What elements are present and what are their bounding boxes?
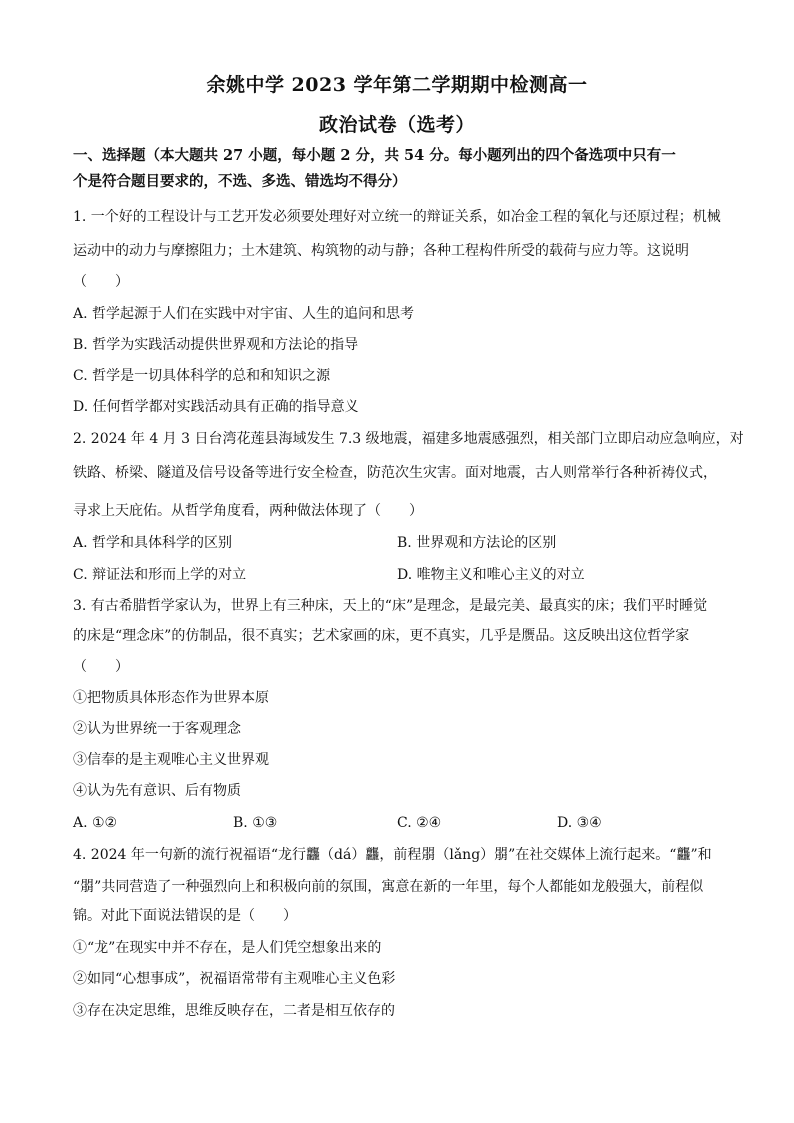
q1-option-a: A. 哲学起源于人们在实践中对宇宙、人生的追问和思考 (73, 306, 415, 322)
q3-option-d: D. ③④ (557, 815, 602, 831)
q1-stem-line1: 1. 一个好的工程设计与工艺开发必须要处理好对立统一的辩证关系，如冶金工程的氧化与还原过程；机械 (73, 209, 721, 225)
q1-stem-line2: 运动中的动力与摩擦阻力；土木建筑、构筑物的动与静；各种工程构件所受的载荷与应力等。这说明 (73, 243, 689, 259)
q3-item-2: ②认为世界统一于客观理念 (73, 721, 241, 737)
exam-title: 余姚中学 2023 学年第二学期期中检测高一 (206, 74, 588, 96)
section-heading-line1: 一、选择题（本大题共 27 小题，每小题 2 分，共 54 分。每小题列出的四个备选项中只有一 (73, 147, 676, 164)
q3-option-c: C. ②④ (397, 815, 442, 831)
q3-stem-line2: 的床是“理念床”的仿制品，很不真实；艺术家画的床，更不真实，几乎是赝品。这反映出这位哲学家 (73, 628, 690, 644)
q2-option-c: C. 辩证法和形而上学的对立 (73, 567, 247, 583)
q1-option-d: D. 任何哲学都对实践活动具有正确的指导意义 (73, 399, 359, 415)
q3-option-b: B. ①③ (233, 815, 278, 831)
exam-subtitle: 政治试卷（选考） (318, 114, 475, 136)
q3-item-4: ④认为先有意识、后有物质 (73, 783, 241, 799)
q4-stem-line3: 锦。对此下面说法错误的是（ ） (73, 908, 297, 924)
q4-stem-line2: “朤”共同营造了一种强烈向上和积极向前的氛围，寓意在新的一年里，每个人都能如龙般强大，前程似 (73, 879, 704, 895)
q1-option-b: B. 哲学为实践活动提供世界观和方法论的指导 (73, 337, 359, 353)
q2-option-a: A. 哲学和具体科学的区别 (73, 535, 233, 551)
q2-stem-line3: 寻求上天庇佑。从哲学角度看，两种做法体现了（ ） (73, 503, 423, 519)
q3-item-3: ③信奉的是主观唯心主义世界观 (73, 752, 269, 768)
q2-stem-line2: 铁路、桥梁、隧道及信号设备等进行安全检查，防范次生灾害。面对地震，古人则常举行各种祈祷仪式， (73, 465, 717, 481)
q4-item-2: ②如同“心想事成”，祝福语常带有主观唯心主义色彩 (73, 971, 396, 987)
q1-answer-blank: （ ） (73, 274, 129, 290)
q3-answer-blank: （ ） (73, 659, 129, 675)
q3-option-a: A. ①② (73, 815, 118, 831)
q3-stem-line1: 3. 有古希腊哲学家认为，世界上有三种床，天上的“床”是理念，是最完美、最真实的床；我们平时睡觉 (73, 598, 708, 614)
q2-option-d: D. 唯物主义和唯心主义的对立 (397, 567, 585, 583)
q4-item-1: ①“龙”在现实中并不存在，是人们凭空想象出来的 (73, 940, 382, 956)
section-heading-line2: 个是符合题目要求的，不选、多选、错选均不得分） (73, 173, 407, 190)
q4-item-3: ③存在决定思维，思维反映存在，二者是相互依存的 (73, 1003, 395, 1019)
q3-item-1: ①把物质具体形态作为世界本原 (73, 690, 269, 706)
q2-stem-line1: 2. 2024 年 4 月 3 日台湾花莲县海域发生 7.3 级地震，福建多地震感强烈，相关部门立即启动应急响应，对 (73, 431, 744, 447)
q4-stem-line1: 4. 2024 年一句新的流行祝福语“龙行龘（dá）龘，前程朤（lǎng）朤”在社交媒体上流行起来。“龘”和 (73, 847, 712, 863)
q2-option-b: B. 世界观和方法论的区别 (397, 535, 557, 551)
q1-option-c: C. 哲学是一切具体科学的总和和知识之源 (73, 368, 331, 384)
